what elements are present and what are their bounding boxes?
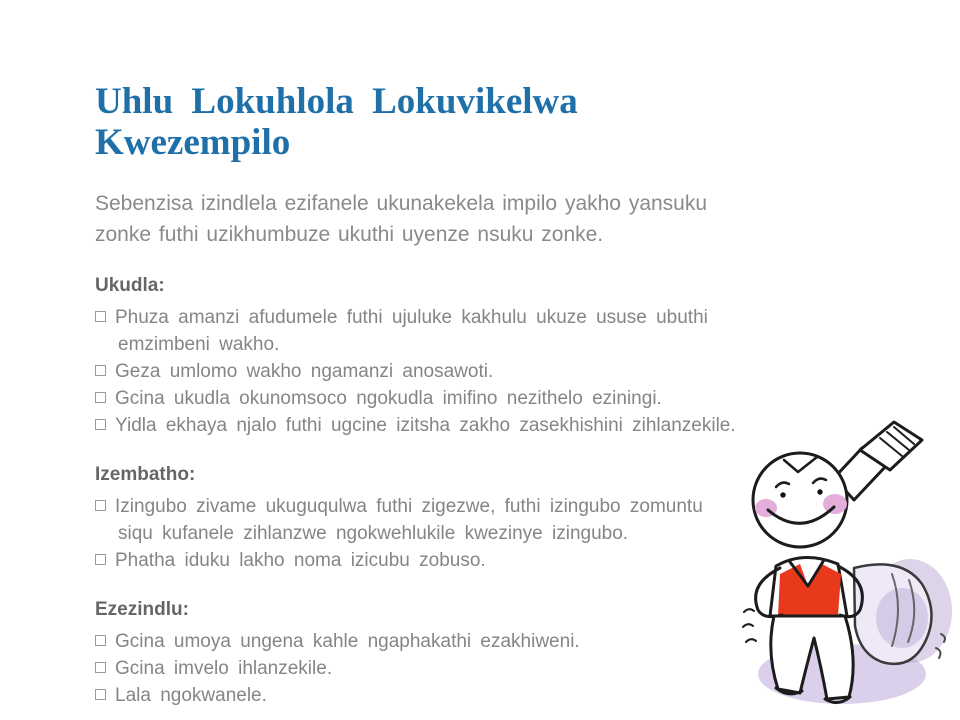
intro-text: Sebenzisa izindlela ezifanele ukunakekela impilo yakho yansuku zonke futhi uzikhumbuze ukuthi uyenze nsuku zonke. <box>95 192 708 247</box>
checklist-item <box>95 304 740 358</box>
checkbox-icon[interactable] <box>95 311 106 322</box>
checklist-item-text: Phatha iduku lakho noma izicubu zobuso. <box>115 550 486 572</box>
checklist-item-text: Geza umlomo wakho ngamanzi anosawoti. <box>115 361 494 383</box>
checkbox-icon[interactable] <box>95 554 106 565</box>
checklist-item <box>95 655 740 682</box>
page-title: Uhlu Lokuhlola Lokuvikelwa Kwezempilo <box>95 81 578 163</box>
checkbox-icon[interactable] <box>95 689 106 700</box>
right-cheek <box>823 494 847 514</box>
motion-squiggles <box>743 609 756 642</box>
toothbrush-icon <box>834 422 922 500</box>
section-heading: Izembatho: <box>95 464 196 486</box>
checkbox-icon[interactable] <box>95 635 106 646</box>
checkbox-icon[interactable] <box>95 365 106 376</box>
checklist-item <box>95 493 740 547</box>
checklist-item-text: Phuza amanzi afudumele futhi ujuluke kakhulu ukuze ususe ubuthi emzimbeni wakho. <box>115 307 708 356</box>
checklist-item <box>95 628 740 655</box>
checklist-item-text: Gcina ukudla okunomsoco ngokudla imifino nezithelo eziningi. <box>115 388 662 410</box>
checklist-item <box>95 682 740 709</box>
checkbox-icon[interactable] <box>95 419 106 430</box>
checklist-item-text: Izingubo zivame ukuguqulwa futhi zigezwe, futhi izingubo zomuntu siqu kufanele zihlanzwe ngokwehlukile kwezinye izingubo. <box>115 496 703 545</box>
checklist-item <box>95 385 740 412</box>
checklist-item <box>95 547 740 574</box>
section-ezezindlu <box>95 599 740 709</box>
checklist-item-text: Gcina umoya ungena kahle ngaphakathi ezakhiweni. <box>115 631 580 653</box>
child-illustration <box>742 416 960 718</box>
section-izembatho <box>95 464 740 574</box>
checklist-item-text: Lala ngokwanele. <box>115 685 267 707</box>
checkbox-icon[interactable] <box>95 662 106 673</box>
checklist-item <box>95 412 740 439</box>
checklist-item-text: Gcina imvelo ihlanzekile. <box>115 658 333 680</box>
section-heading: Ukudla: <box>95 275 165 297</box>
section-heading: Ezezindlu: <box>95 599 189 621</box>
checkbox-icon[interactable] <box>95 500 106 511</box>
section-ukudla <box>95 275 740 439</box>
right-eye <box>817 489 822 494</box>
checklist-content <box>95 82 740 709</box>
checklist-item-text: Yidla ekhaya njalo futhi ugcine izitsha zakho zasekhishini zihlanzekile. <box>115 415 736 437</box>
checkbox-icon[interactable] <box>95 392 106 403</box>
left-eye <box>780 492 785 497</box>
checklist-item <box>95 358 740 385</box>
